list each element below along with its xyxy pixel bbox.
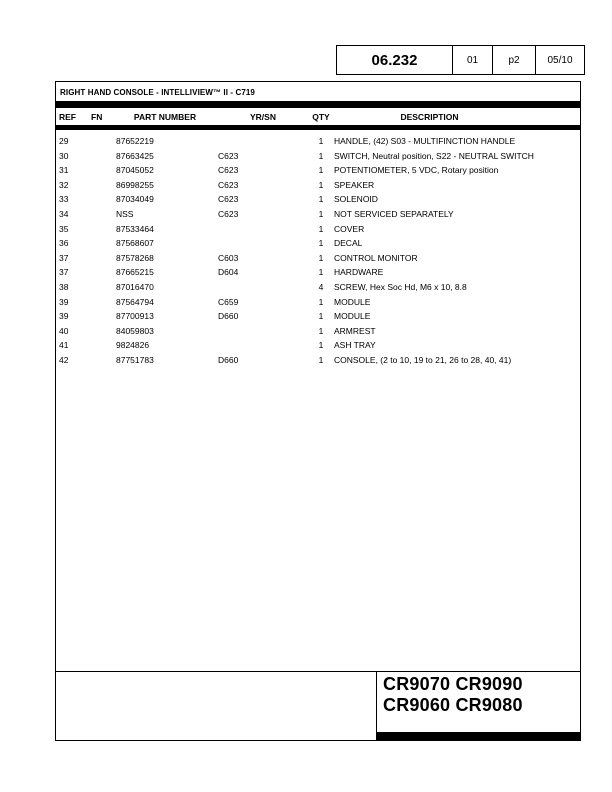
- cell-ref: 32: [59, 179, 69, 190]
- cell-part-number: 87045052: [116, 165, 154, 176]
- cell-yr-sn: [218, 280, 308, 295]
- cell-ref: 34: [59, 208, 69, 219]
- cell-qty: 1: [318, 340, 324, 351]
- cell-description: DECAL: [334, 238, 363, 249]
- cell-qty: 1: [318, 179, 324, 190]
- cell-qty: 1: [318, 208, 324, 219]
- parts-list-panel: [55, 81, 581, 741]
- cell-ref: 35: [59, 223, 69, 234]
- cell-yr-sn: C659: [218, 296, 239, 307]
- cell-yr-sn: [218, 236, 308, 251]
- cell-description: SWITCH, Neutral position, S22 - NEUTRAL SWITCH: [334, 150, 534, 161]
- cell-ref: 33: [59, 194, 69, 205]
- cell-ref: 29: [59, 136, 69, 146]
- cell-description: SOLENOID: [334, 194, 378, 205]
- cell-part-number: 87578268: [116, 252, 154, 263]
- cell-qty: 1: [318, 296, 324, 307]
- table-row: [56, 134, 580, 149]
- cell-fn: [87, 265, 112, 280]
- cell-description: HARDWARE: [334, 267, 384, 278]
- cell-description: NOT SERVICED SEPARATELY: [334, 208, 454, 219]
- cell-yr-sn: C623: [218, 150, 239, 161]
- cell-qty: 1: [318, 311, 324, 322]
- cell-yr-sn: [218, 324, 308, 339]
- cell-part-number: 87533464: [116, 223, 154, 234]
- cell-description: SPEAKER: [334, 179, 375, 190]
- cell-yr-sn: C623: [218, 208, 239, 219]
- cell-yr-sn: C623: [218, 194, 239, 205]
- cell-yr-sn: D660: [218, 354, 239, 365]
- cell-ref: 37: [59, 252, 69, 263]
- cell-fn: [87, 324, 112, 339]
- footer-model-cell: [376, 672, 580, 740]
- cell-part-number: 9824826: [116, 340, 150, 351]
- cell-description: CONSOLE, (2 to 10, 19 to 21, 26 to 28, 40, 41): [334, 354, 512, 365]
- date-label: 05/10: [547, 54, 573, 66]
- parts-table-body: [56, 130, 580, 368]
- document-ref-box: [336, 45, 585, 75]
- cell-qty: 1: [318, 238, 324, 249]
- cell-yr-sn: C603: [218, 252, 239, 263]
- cell-fn: [87, 236, 112, 251]
- cell-qty: 1: [318, 354, 324, 365]
- cell-qty: 1: [318, 252, 324, 263]
- cell-ref: 42: [59, 354, 69, 365]
- page-title: RIGHT HAND CONSOLE - INTELLIVIEW™ II - C719: [60, 88, 255, 97]
- cell-fn: [87, 251, 112, 266]
- column-header-part-number: PART NUMBER: [133, 112, 197, 122]
- cell-part-number: 87568607: [116, 238, 154, 249]
- footer-left-cell: [56, 672, 376, 740]
- table-row: [56, 353, 580, 368]
- table-row: [56, 222, 580, 237]
- model-numbers-line-2: CR9060 CR9080: [383, 695, 523, 715]
- table-row: [56, 207, 580, 222]
- cell-qty: 4: [318, 281, 324, 292]
- cell-yr-sn: C623: [218, 165, 239, 176]
- cell-part-number: 87665215: [116, 267, 154, 278]
- cell-yr-sn: [218, 338, 308, 353]
- cell-part-number: 87564794: [116, 296, 154, 307]
- cell-ref: 41: [59, 340, 69, 351]
- table-row: [56, 324, 580, 339]
- cell-part-number: 87016470: [116, 281, 154, 292]
- table-row: [56, 236, 580, 251]
- revision-number: 01: [453, 46, 493, 74]
- cell-qty: 1: [318, 267, 324, 278]
- cell-fn: [87, 149, 112, 164]
- cell-qty: 1: [318, 325, 324, 336]
- cell-part-number: 87751783: [116, 354, 154, 365]
- footer-black-bar: [377, 732, 580, 740]
- table-row: [56, 265, 580, 280]
- model-numbers-line-1: CR9070 CR9090: [383, 674, 523, 694]
- table-row: [56, 338, 580, 353]
- cell-yr-sn: D604: [218, 267, 239, 278]
- cell-ref: 38: [59, 281, 69, 292]
- cell-description: POTENTIOMETER, 5 VDC, Rotary position: [334, 165, 499, 176]
- cell-part-number: 87652219: [116, 136, 154, 146]
- cell-ref: 37: [59, 267, 69, 278]
- cell-description: MODULE: [334, 296, 371, 307]
- table-row: [56, 192, 580, 207]
- column-header-yr-sn: YR/SN: [250, 112, 276, 122]
- cell-description: MODULE: [334, 311, 371, 322]
- title-divider-bar: [56, 101, 580, 108]
- cell-ref: 40: [59, 325, 69, 336]
- table-row: [56, 149, 580, 164]
- cell-fn: [87, 178, 112, 193]
- cell-part-number: 87034049: [116, 194, 154, 205]
- cell-fn: [87, 295, 112, 310]
- cell-yr-sn: [218, 134, 308, 149]
- table-row: [56, 251, 580, 266]
- cell-fn: [87, 207, 112, 222]
- cell-fn: [87, 192, 112, 207]
- cell-description: COVER: [334, 223, 365, 234]
- cell-description: SCREW, Hex Soc Hd, M6 x 10, 8.8: [334, 281, 467, 292]
- cell-part-number: NSS: [116, 208, 134, 219]
- cell-qty: 1: [318, 136, 324, 146]
- cell-fn: [87, 134, 112, 149]
- cell-part-number: 87663425: [116, 150, 154, 161]
- column-header-description: DESCRIPTION: [400, 112, 459, 122]
- cell-fn: [87, 353, 112, 368]
- cell-fn: [87, 309, 112, 324]
- cell-fn: [87, 280, 112, 295]
- cell-part-number: 84059803: [116, 325, 154, 336]
- cell-fn: [87, 222, 112, 237]
- cell-yr-sn: C623: [218, 179, 239, 190]
- cell-description: HANDLE, (42) S03 - MULTIFINCTION HANDLE: [334, 136, 516, 146]
- table-row: [56, 309, 580, 324]
- column-header-ref: REF: [59, 112, 76, 122]
- cell-ref: 31: [59, 165, 69, 176]
- column-header-fn: FN: [91, 112, 103, 122]
- cell-ref: 39: [59, 296, 69, 307]
- cell-ref: 36: [59, 238, 69, 249]
- cell-qty: 1: [318, 223, 324, 234]
- cell-yr-sn: D660: [218, 311, 239, 322]
- cell-qty: 1: [318, 194, 324, 205]
- page-number: p2: [493, 46, 536, 74]
- cell-fn: [87, 338, 112, 353]
- cell-qty: 1: [318, 150, 324, 161]
- column-header-qty: QTY: [312, 112, 330, 122]
- table-row: [56, 178, 580, 193]
- cell-part-number: 87700913: [116, 311, 154, 322]
- table-row: [56, 295, 580, 310]
- cell-part-number: 86998255: [116, 179, 154, 190]
- table-header-row: [56, 108, 580, 125]
- cell-fn: [87, 163, 112, 178]
- cell-description: CONTROL MONITOR: [334, 252, 418, 263]
- table-row: [56, 280, 580, 295]
- section-number: 06.232: [337, 46, 453, 74]
- cell-ref: 30: [59, 150, 69, 161]
- cell-description: ASH TRAY: [334, 340, 376, 351]
- footer-section: [56, 671, 580, 740]
- cell-yr-sn: [218, 222, 308, 237]
- cell-description: ARMREST: [334, 325, 376, 336]
- cell-ref: 39: [59, 311, 69, 322]
- table-row: [56, 163, 580, 178]
- cell-qty: 1: [318, 165, 324, 176]
